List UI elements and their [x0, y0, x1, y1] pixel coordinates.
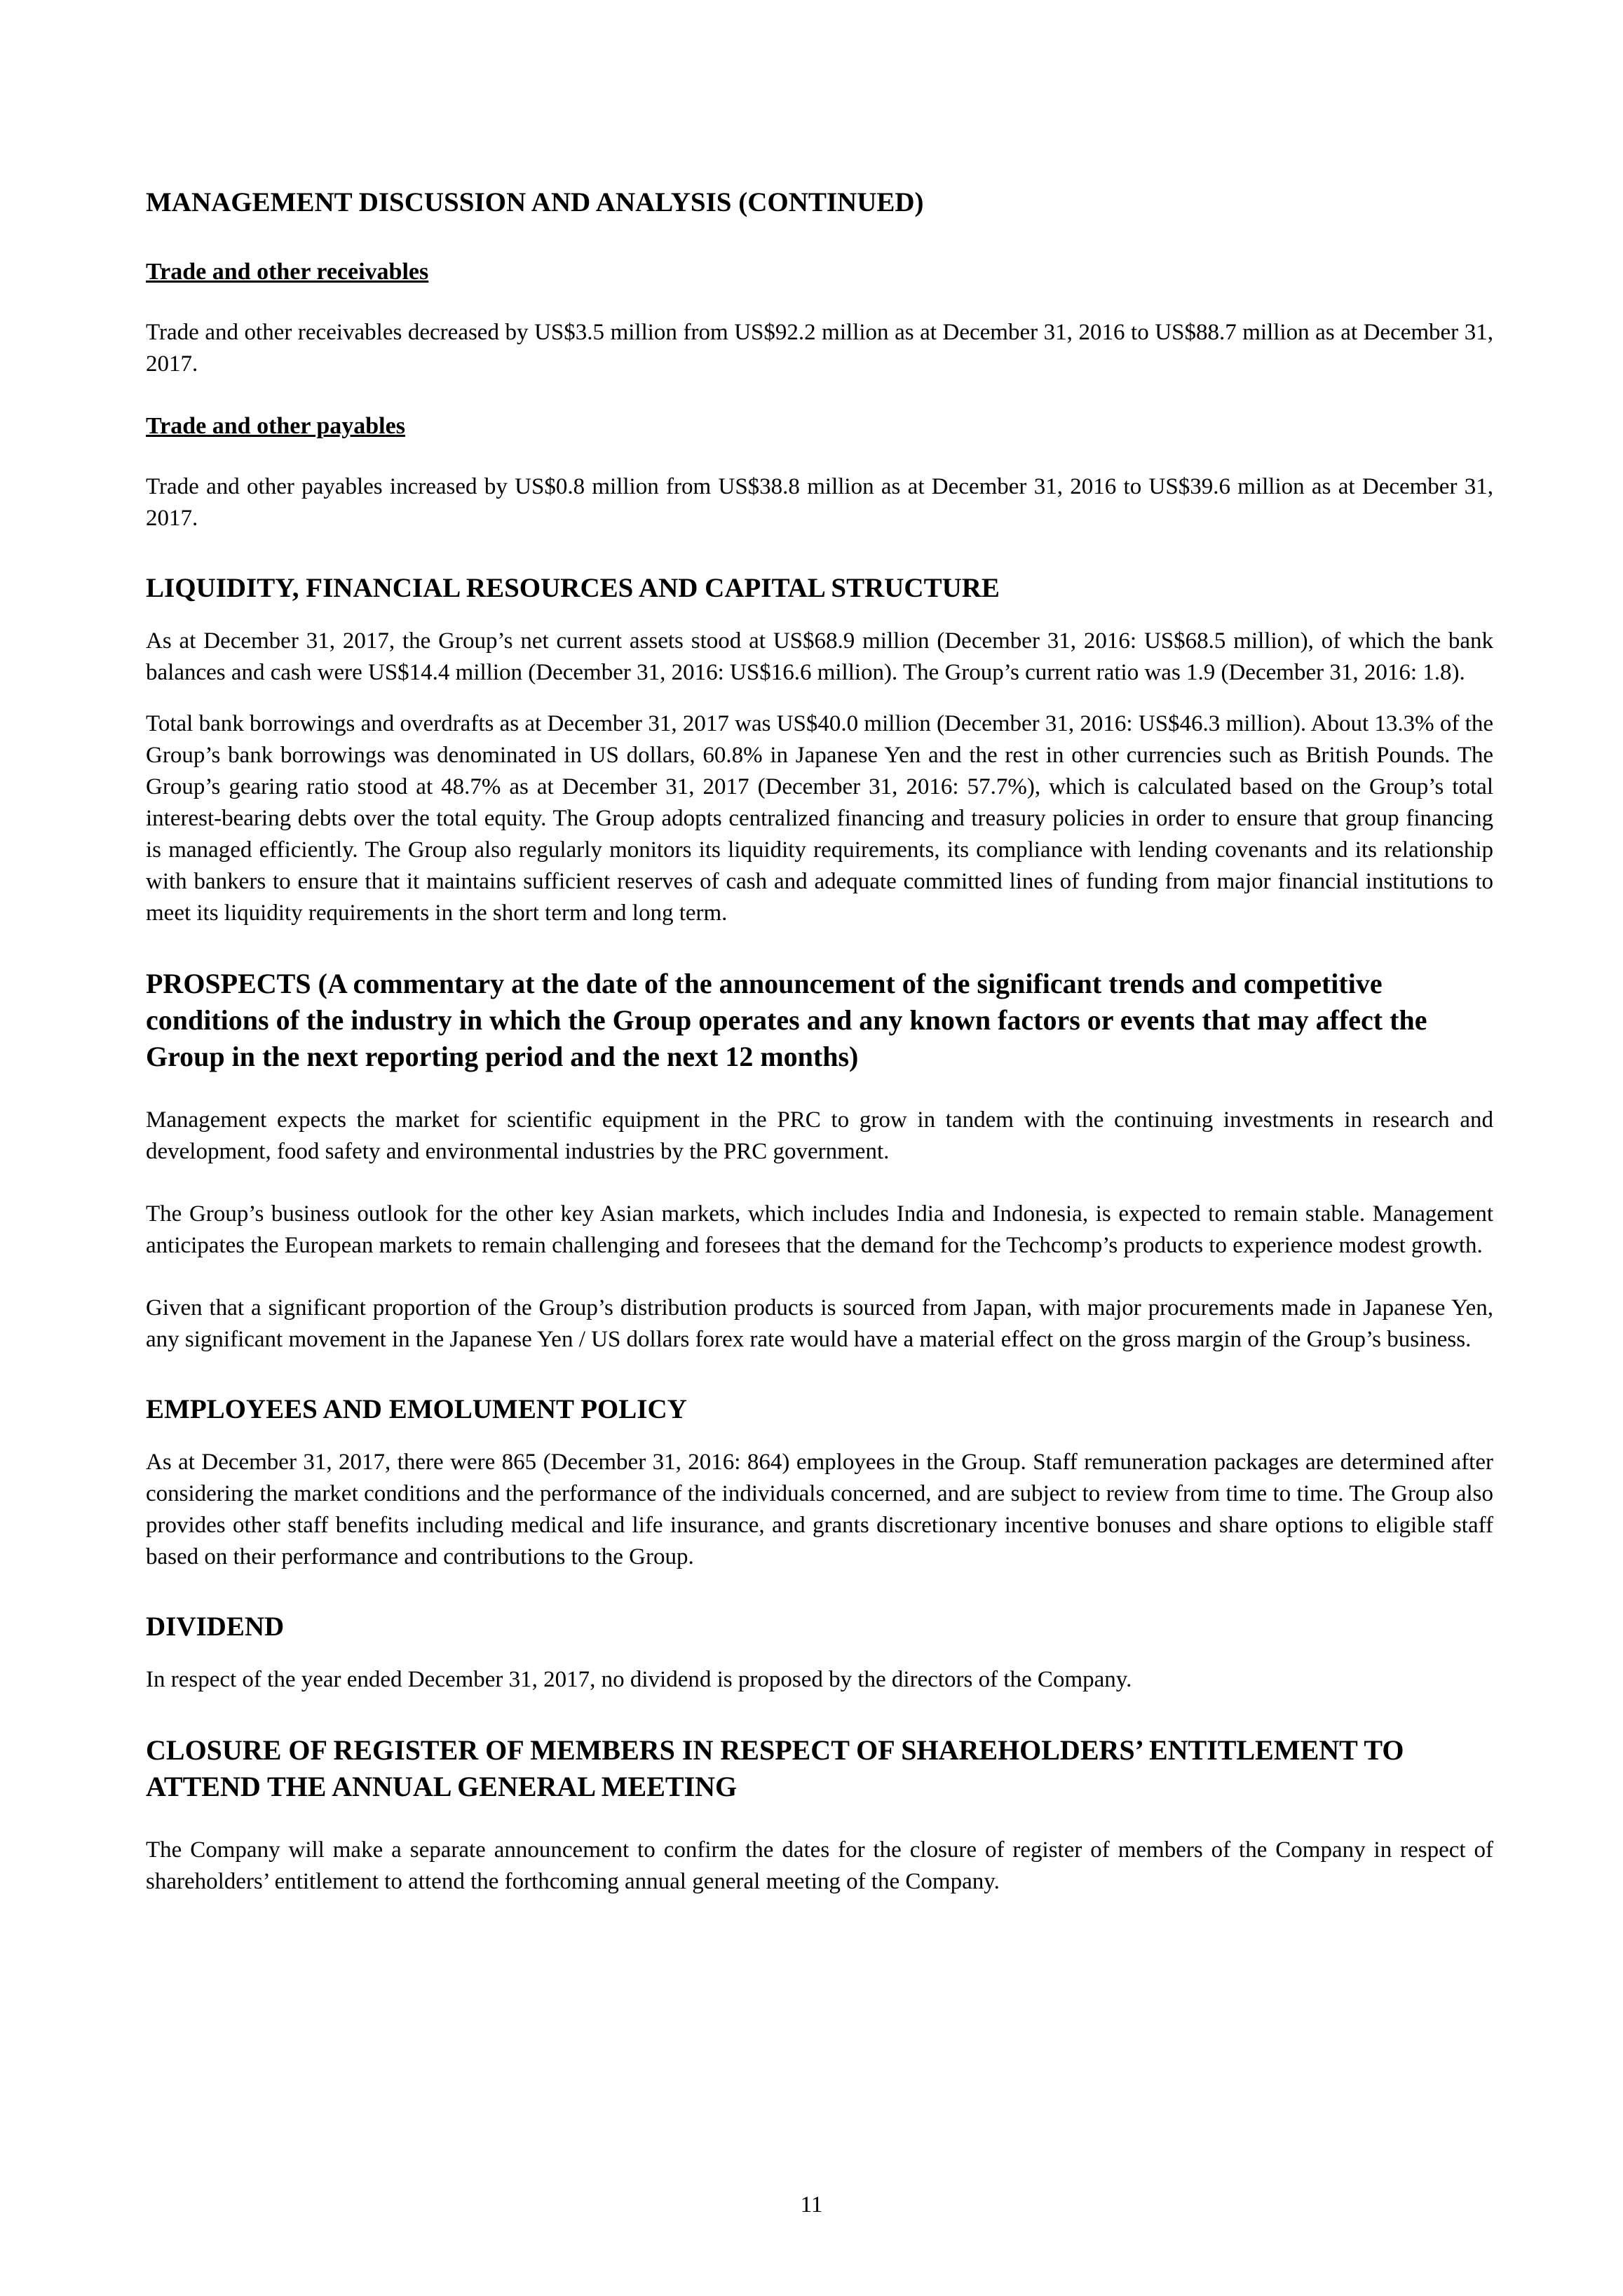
- receivables-paragraph: Trade and other receivables decreased by US$3.5 million from US$92.2 million as at December 31, 2016 to US$88.7 million as at December 31, 2017.: [146, 320, 1493, 377]
- closure-section: [146, 1732, 1493, 1898]
- page-number: 11: [800, 2192, 823, 2217]
- prospects-paragraph-3: Given that a significant proportion of the Group’s distribution products is sourced from Japan, with major procurements made in Japanese Yen, any significant movement in the Japanese Yen / US dollars forex rate would have a material effect on the gross margin of the Group’s business.: [146, 1295, 1493, 1352]
- prospects-section: [146, 966, 1493, 1356]
- prospects-paragraph-1: Management expects the market for scientific equipment in the PRC to grow in tandem with the continuing investments in research and development, food safety and environmental industries by the PRC government.: [146, 1107, 1493, 1164]
- closure-paragraph: The Company will make a separate announcement to confirm the dates for the closure of register of members of the Company in respect of shareholders’ entitlement to attend the forthcoming annual general meeting of the Company.: [146, 1837, 1493, 1894]
- payables-heading: Trade and other payables: [146, 413, 405, 439]
- document-page: [146, 185, 1493, 1917]
- employees-heading: EMPLOYEES AND EMOLUMENT POLICY: [146, 1394, 687, 1424]
- page-title: MANAGEMENT DISCUSSION AND ANALYSIS (CONTINUED): [146, 187, 924, 217]
- payables-paragraph: Trade and other payables increased by US$0.8 million from US$38.8 million as at December 31, 2016 to US$39.6 million as at December 31, 2017.: [146, 474, 1493, 531]
- liquidity-paragraph-2: Total bank borrowings and overdrafts as at December 31, 2017 was US$40.0 million (December 31, 2016: US$46.3 million). About 13.3% of the Group’s bank borrowings was denominated in US dollars, 60.8% in Japanese Yen and the rest in other currencies such as British Pounds. The Group’s gearing ratio stood at 48.7% as at December 31, 2017 (December 31, 2016: 57.7%), which is calculated based on the Group’s total interest-bearing debts over the total equity. The Group adopts centralized financing and treasury policies in order to ensure that group financing is managed efficiently. The Group also regularly monitors its liquidity requirements, its compliance with lending covenants and its relationship with bankers to ensure that it maintains sufficient reserves of cash and adequate committed lines of funding from major financial institutions to meet its liquidity requirements in the short term and long term.: [146, 711, 1493, 926]
- liquidity-section: [146, 571, 1493, 929]
- liquidity-heading: LIQUIDITY, FINANCIAL RESOURCES AND CAPITAL STRUCTURE: [146, 573, 1000, 603]
- prospects-paragraph-2: The Group’s business outlook for the other key Asian markets, which includes India and Indonesia, is expected to remain stable. Management anticipates the European markets to remain challenging and foresees that the demand for the Techcomp’s products to experience modest growth.: [146, 1201, 1493, 1258]
- receivables-section: [146, 257, 1493, 380]
- payables-section: [146, 411, 1493, 534]
- liquidity-paragraph-1: As at December 31, 2017, the Group’s net current assets stood at US$68.9 million (December 31, 2016: US$68.5 million), of which the bank balances and cash were US$14.4 million (December 31, 2016: US$16.6 million). The Group’s current ratio was 1.9 (December 31, 2016: 1.8).: [146, 628, 1493, 685]
- dividend-section: [146, 1609, 1493, 1696]
- employees-paragraph: As at December 31, 2017, there were 865 (December 31, 2016: 864) employees in the Group. Staff remuneration packages are determined after considering the market conditions and the performance of the individuals concerned, and are subject to review from time to time. The Group also provides other staff benefits including medical and life insurance, and grants discretionary incentive bonuses and share options to eligible staff based on their performance and contributions to the Group.: [146, 1450, 1493, 1569]
- employees-section: [146, 1392, 1493, 1573]
- prospects-heading: PROSPECTS (A commentary at the date of the announcement of the significant trends and competitive conditions of the industry in which the Group operates and any known factors or events that may affect the Group in the next reporting period and the next 12 months): [146, 968, 1427, 1072]
- dividend-heading: DIVIDEND: [146, 1612, 285, 1642]
- closure-heading: CLOSURE OF REGISTER OF MEMBERS IN RESPECT OF SHAREHOLDERS’ ENTITLEMENT TO ATTEND THE ANNUAL GENERAL MEETING: [146, 1734, 1404, 1802]
- dividend-paragraph: In respect of the year ended December 31, 2017, no dividend is proposed by the directors of the Company.: [146, 1667, 1132, 1692]
- receivables-heading: Trade and other receivables: [146, 259, 429, 285]
